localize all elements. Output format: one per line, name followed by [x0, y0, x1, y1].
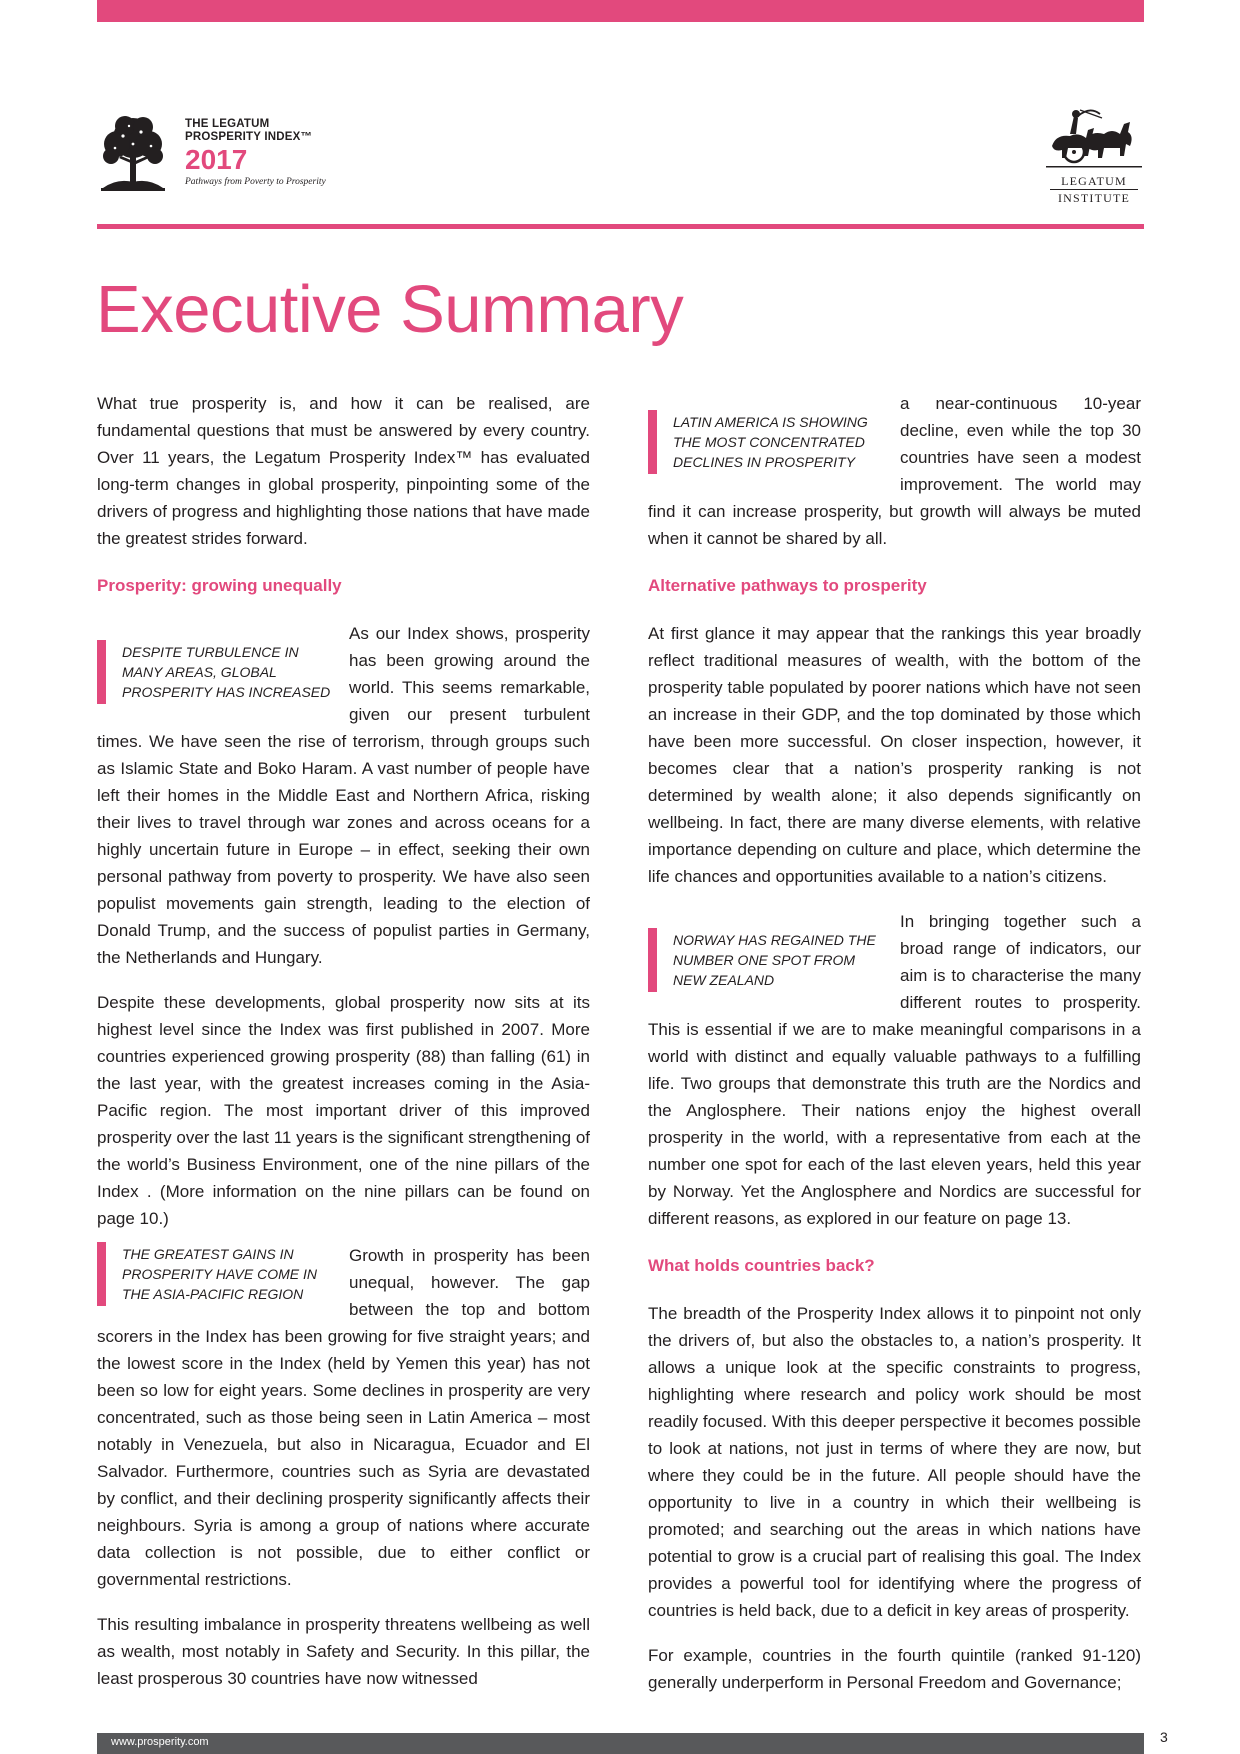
page-header: [97, 114, 1144, 214]
brand-line-1: THE LEGATUM: [185, 118, 270, 130]
intro-paragraph: What true prosperity is, and how it can be realised, are fundamental questions that must be answered by every country. Over 11 years, the Legatum Prosperity Index™ has evaluated long-term changes in global prosperity, pinpointing some of the drivers of progress and highlighting those nations that have made the greatest strides forward.: [97, 394, 590, 548]
chariot-horses-icon: [1044, 106, 1144, 170]
body-paragraph: At first glance it may appear that the rankings this year broadly reflect traditional measures of wealth, with the bottom of the prosperity table populated by poorer nations which have not seen an increase in their GDP, and the top dominated by those which have been more successful. On closer inspection, however, it becomes clear that a nation’s prosperity ranking is not determined by wealth alone; it also depends significantly on wellbeing. In fact, there are many diverse elements, with relative importance depending on culture and place, which determine the life chances and opportunities available to a nation’s citizens.: [648, 624, 1141, 886]
pull-quote: [97, 1242, 333, 1306]
pull-quote-text: DESPITE TURBULENCE IN MANY AREAS, GLOBAL PROSPERITY HAS INCREASED: [122, 644, 331, 700]
top-accent-bar: [97, 0, 1144, 22]
footer-bar: [97, 1733, 1144, 1754]
legatum-institute-logo: [1044, 106, 1144, 205]
pull-quote: [97, 640, 333, 704]
footer-url-link[interactable]: www.prosperity.com: [111, 1736, 209, 1748]
section-heading-growing-unequally: Prosperity: growing unequally: [97, 576, 342, 595]
body-paragraph: For example, countries in the fourth quintile (ranked 91-120) generally underperform in Personal Freedom and Governance;: [648, 1646, 1141, 1692]
body-paragraph: a near-continuous 10-year decline, even while the top 30 countries have seen a modest improvement. The world may find it can increase prosperity, but growth will always be muted when it cannot be shared by all.: [648, 394, 1141, 548]
section-heading-what-holds-back: What holds countries back?: [648, 1256, 875, 1275]
body-paragraph: Growth in prosperity has been unequal, however. The gap between the top and bottom scorers in the Index has been growing for five straight years; and the lowest score in the Index (held by Yemen this year) has not been so low for eight years. Some declines in prosperity are very concentrated, such as those being seen in Latin America – most notably in Venezuela, but also in Nicaragua, Ecuador and El Salvador. Furthermore, countries such as Syria are devastated by conflict, and their declining prosperity significantly affects their neighbours. Syria is among a group of nations where accurate data collection is not possible, due to either conflict or governmental restrictions.: [97, 1246, 590, 1589]
institute-name-line-1: LEGATUM: [1061, 174, 1127, 188]
section-heading-alternative-pathways: Alternative pathways to prosperity: [648, 576, 927, 595]
index-brand: [185, 118, 326, 187]
body-paragraph: This resulting imbalance in prosperity threatens wellbeing as well as wealth, most notably in Safety and Security. In this pillar, the least prosperous 30 countries have now witnessed: [97, 1615, 590, 1688]
tree-logo-icon: [97, 114, 169, 198]
institute-name-divider: [1050, 189, 1138, 190]
body-paragraph: As our Index shows, prosperity has been growing around the world. This seems remarkable, given our present turbulent times. We have seen the rise of terrorism, through groups such as Islamic State and Boko Haram. A vast number of people have left their homes in the Middle East and Northern Africa, risking their lives to travel through war zones and across oceans for a highly uncertain future in Europe – in effect, seeking their own personal pathway from poverty to prosperity. We have also seen populist movements gain strength, leading to the election of Donald Trump, and the success of populist parties in Germany, the Netherlands and Hungary.: [97, 624, 590, 967]
brand-tagline: Pathways from Poverty to Prosperity: [185, 177, 326, 187]
pull-quote-text: THE GREATEST GAINS IN PROSPERITY HAVE COME IN THE ASIA-PACIFIC REGION: [122, 1246, 318, 1302]
brand-line-2: PROSPERITY INDEX™: [185, 131, 313, 143]
body-paragraph: In bringing together such a broad range of indicators, our aim is to characterise the many different routes to prosperity. This is essential if we are to make meaningful comparisons in a world with distinct and equally valuable pathways to a fulfilling life. Two groups that demonstrate this truth are the Nordics and the Anglosphere. Their nations enjoy the highest overall prosperity in the world, with a representative from each at the number one spot for each of the last eleven years, held this year by Norway. Yet the Anglosphere and Nordics are successful for different reasons, as explored in our feature on page 13.: [648, 912, 1141, 1228]
brand-year: 2017: [185, 144, 248, 175]
header-divider: [97, 224, 1144, 229]
body-paragraph: The breadth of the Prosperity Index allows it to pinpoint not only the drivers of, but also the obstacles to, a nation’s prosperity. It allows a unique look at the specific constraints to progress, highlighting where research and policy work should be most readily focused. With this deeper perspective it becomes possible to look at nations, not just in terms of where they are now, but where they could be in the future. All people should have the opportunity to live in a country in which their wellbeing is promoted; and searching out the areas in which nations have potential to grow is a crucial part of realising this goal. The Index provides a powerful tool for identifying where the progress of countries is held back, due to a deficit in key areas of prosperity.: [648, 1304, 1141, 1620]
pull-quote-text: LATIN AMERICA IS SHOWING THE MOST CONCENTRATED DECLINES IN PROSPERITY: [673, 414, 868, 470]
pull-quote: [648, 928, 884, 992]
institute-name-line-2: INSTITUTE: [1057, 191, 1131, 205]
pull-quote: [648, 410, 884, 474]
page-number: 3: [1160, 1729, 1168, 1745]
page-title: Executive Summary: [96, 272, 684, 347]
left-column: [97, 390, 590, 1710]
body-paragraph: Despite these developments, global prosperity now sits at its highest level since the Index was first published in 2007. More countries experienced growing prosperity (88) than falling (61) in the last year, with the greatest increases coming in the Asia-Pacific region. The most important driver of this improved prosperity over the last 11 years is the significant strengthening of the world’s Business Environment, one of the nine pillars of the Index . (More information on the nine pillars can be found on page 10.): [97, 993, 590, 1228]
right-column: [648, 390, 1141, 1714]
pull-quote-text: NORWAY HAS REGAINED THE NUMBER ONE SPOT FROM NEW ZEALAND: [673, 932, 876, 988]
